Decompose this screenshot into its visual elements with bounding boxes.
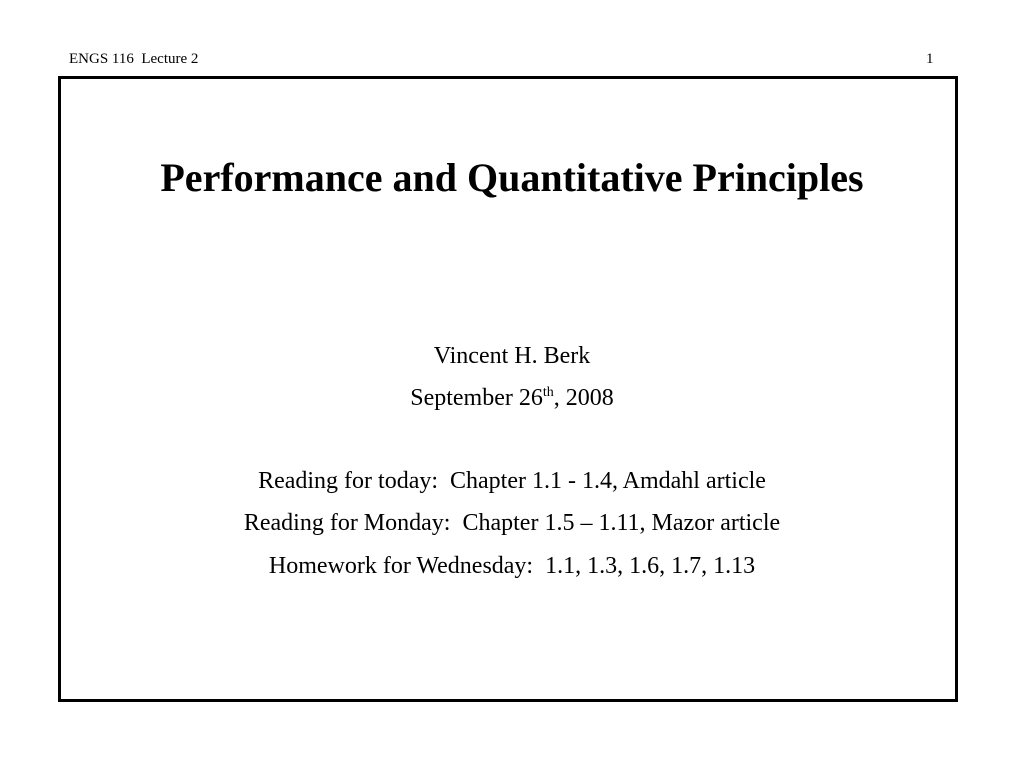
homework-text: Homework for Wednesday: 1.1, 1.3, 1.6, 1.7, 1.13 bbox=[268, 553, 756, 579]
date-prefix: September 26 bbox=[410, 385, 543, 411]
header-course-label: ENGS 116 Lecture 2 bbox=[69, 51, 199, 67]
reading-monday-text: Reading for Monday: Chapter 1.5 – 1.11, Mazor article bbox=[243, 510, 781, 536]
date-ordinal-suffix: th bbox=[542, 385, 554, 400]
page-number: 1 bbox=[926, 51, 934, 67]
author-name: Vincent H. Berk bbox=[433, 343, 591, 369]
date-year: , 2008 bbox=[553, 385, 614, 411]
slide-title: Performance and Quantitative Principles bbox=[160, 155, 864, 200]
reading-today-text: Reading for today: Chapter 1.1 - 1.4, Amdahl article bbox=[258, 468, 766, 494]
lecture-date bbox=[0, 383, 1024, 413]
